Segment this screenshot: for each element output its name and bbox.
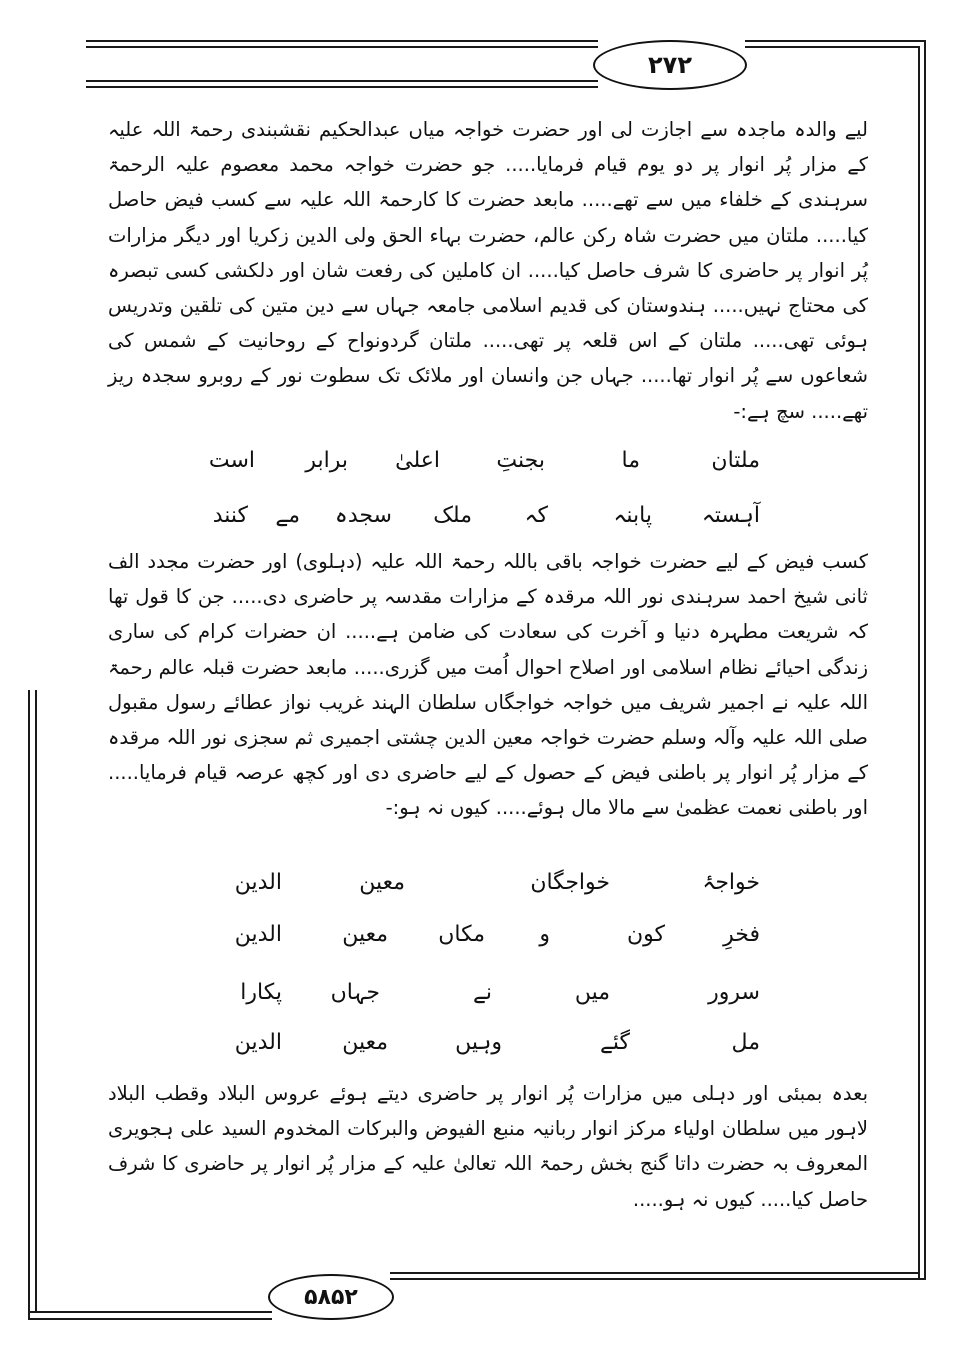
verse-word: آہستہ <box>701 503 760 528</box>
verse-word: کہ <box>524 503 548 528</box>
persian-verse-line-2 <box>200 503 760 537</box>
frame-bottom-rule-3 <box>390 1272 920 1274</box>
verse-word: پابنہ <box>613 503 652 528</box>
header-page-number: ۲۷۲ <box>648 51 692 79</box>
paragraph-1 <box>108 112 868 423</box>
verse-word: معین <box>359 870 405 895</box>
verse-word: نے <box>472 980 492 1005</box>
verse-word: خواجۂ <box>702 870 760 895</box>
paragraph-1-text: لیے والدہ ماجدہ سے اجازت لی اور حضرت خواجہ میاں عبدالحکیم نقشبندی رحمۃ اللہ علیہ کے مزار پُر انوار پر دو یوم قیام فرمایا..... جو حضرت خواجہ محمد معصوم علیہ الرحمۃ سرہندی کے خلفاء میں سے تھے..... مابعد حضرت کا کارحمۃ اللہ علیہ سے کسب فیض حاصل کیا..... ملتان میں حضرت شاہ رکن عالم، حضرت بہاء الحق ولی الدین زکریا اور دیگر مزارات پُر انوار پر حاضری کا شرف حاصل کیا..... ان کاملین کی رفعت شان اور دلکشی کسی تبصرہ کی محتاج نہیں..... ہندوستان کی قدیم اسلامی جامعہ جہاں سے دین متین کی تلقین وتدریس ہوئی تھی..... ملتان کے اس قلعہ پر تھی..... ملتان گردونواح کے روحانیت کے شمس کی شعاعوں سے پُر انوار تھا..... جہاں جن وانسان اور ملائک تک سطوت نور کے روبرو سجدہ ریز تھے..... سچ ہے:- <box>108 118 868 423</box>
verse-word: اعلیٰ <box>395 448 440 473</box>
verse-word: برابر <box>305 448 348 473</box>
urdu-verse-line-2 <box>200 922 760 956</box>
frame-right-vertical-2 <box>924 40 926 1278</box>
verse-word: خواجگان <box>530 870 610 895</box>
verse-word: سرور <box>708 980 760 1005</box>
verse-word: ملک <box>433 503 472 528</box>
paragraph-3-text: بعدہ بمبئی اور دہلی میں مزارات پُر انوار پر حاضری دیتے ہوئے عروس البلاد وقطب البلاد لاہور میں سلطان اولیاء مرکز انوار ربانیہ منبع الفیوض والبرکات المخدوم السید علی ہجویری المعروف بہ حضرت داتا گنج بخش رحمۃ اللہ تعالیٰ علیہ کے مزار پُر انوار پر حاضری کا شرف حاصل کیا..... کیوں نہ ہو..... <box>108 1082 868 1211</box>
verse-word: میں <box>574 980 610 1005</box>
verse-word: جہاں <box>330 980 380 1005</box>
verse-word: پکارا <box>240 980 282 1005</box>
paragraph-3 <box>108 1076 868 1216</box>
frame-top-rule-2 <box>86 46 598 48</box>
verse-word: بجنتِ <box>496 448 545 473</box>
verse-word: است <box>208 448 255 473</box>
header-page-number-oval <box>593 40 747 90</box>
urdu-verse-line-4 <box>200 1030 760 1064</box>
verse-word: الدین <box>234 870 282 895</box>
frame-bottom-rule-2 <box>28 1318 272 1320</box>
frame-top-rule-1 <box>86 40 598 42</box>
persian-verse-line-1 <box>200 448 760 482</box>
footer-page-number-oval <box>268 1274 394 1320</box>
verse-word: و <box>539 922 550 947</box>
verse-word: معین <box>342 1030 388 1055</box>
verse-word: وہیں <box>455 1030 502 1055</box>
verse-word: معین <box>342 922 388 947</box>
verse-word: الدین <box>234 1030 282 1055</box>
frame-right-rule-1 <box>745 40 925 42</box>
verse-word: الدین <box>234 922 282 947</box>
verse-word: کون <box>627 922 665 947</box>
verse-word: گئے <box>599 1030 630 1055</box>
frame-left-vertical-2 <box>35 690 37 1312</box>
frame-bottom-rule-4 <box>390 1278 926 1280</box>
verse-word: ما <box>621 448 640 473</box>
frame-right-rule-2 <box>745 46 919 48</box>
verse-word: مکاں <box>438 922 485 947</box>
frame-left-vertical-1 <box>28 690 30 1318</box>
frame-top-rule-3 <box>86 80 598 82</box>
paragraph-2 <box>108 544 868 874</box>
verse-word: فخرِ <box>723 922 760 947</box>
urdu-verse-line-3 <box>200 980 760 1014</box>
urdu-verse-line-1 <box>200 870 760 904</box>
frame-top-rule-4 <box>86 86 598 88</box>
verse-word: ملتان <box>711 448 760 473</box>
paragraph-2-text: کسب فیض کے لیے حضرت خواجہ باقی باللہ رحمۃ اللہ علیہ (دہلوی) اور حضرت مجدد الف ثانی شیخ احمد سرہندی نور اللہ مرقدہ کے مزارات مقدسہ پر حاضری دی..... جن کا قول تھا کہ شریعت مطہرہ دنیا و آخرت کی سعادت کی ضامن ہے..... ان حضرات کرام کی ساری زندگی احیائے نظام اسلامی اور اصلاح احوال اُمت میں گزری..... مابعد حضرت قبلہ عالم رحمۃ اللہ علیہ نے اجمیر شریف میں خواجہ خواجگاں سلطان الہند غریب نواز عطائے رسول مقبول صلی اللہ علیہ وآلہ وسلم حضرت خواجہ معین الدین چشتی اجمیری ثم سجزی نور اللہ مرقدہ کے مزار پُر انوار پر باطنی فیض کے حصول کے لیے حاضری دی اور کچھ عرصہ قیام فرمایا..... اور باطنی نعمت عظمیٰ سے مالا مال ہوئے..... کیوں نہ ہو:- <box>108 550 868 820</box>
verse-word: سجدہ <box>334 503 392 528</box>
verse-word: کنند <box>212 503 248 528</box>
frame-right-vertical-1 <box>918 46 920 1278</box>
frame-bottom-rule-1 <box>28 1311 272 1313</box>
verse-word: مل <box>731 1030 760 1055</box>
footer-page-number: ۵۸۵۲ <box>304 1284 358 1310</box>
verse-word: مے <box>275 503 300 528</box>
